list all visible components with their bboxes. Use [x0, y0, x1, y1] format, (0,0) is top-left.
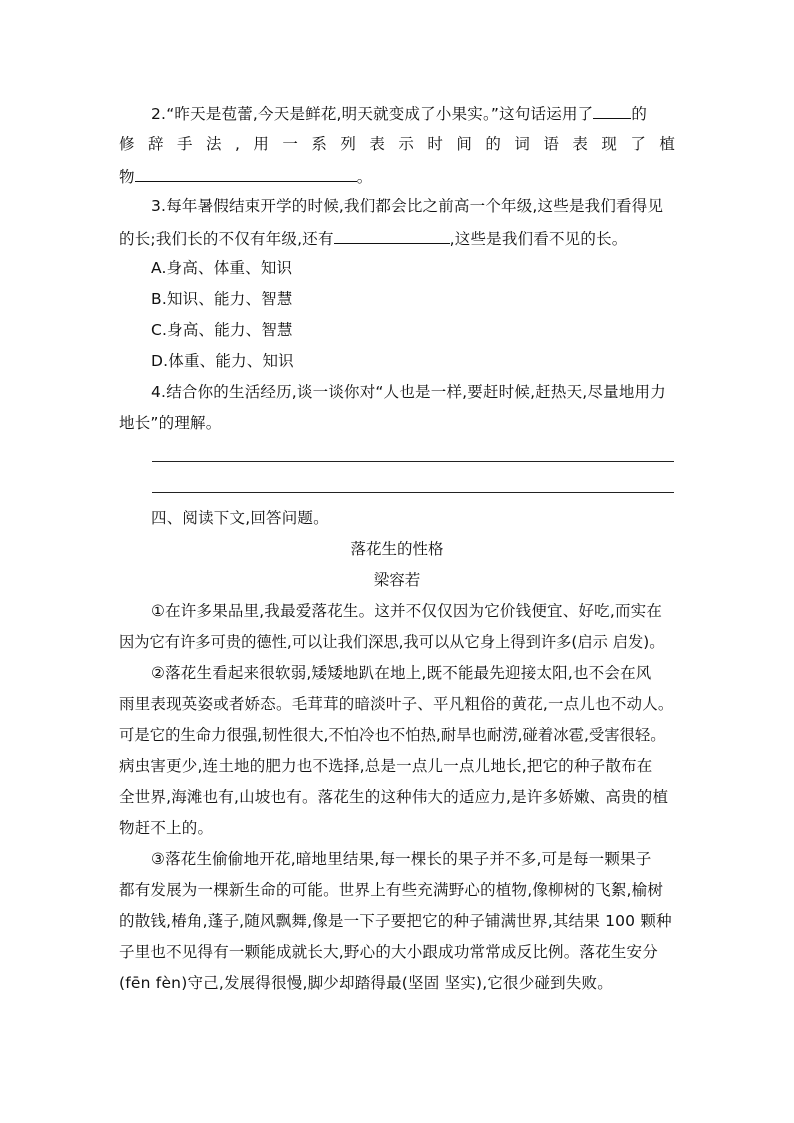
q2-char: 表 [572, 135, 588, 153]
q3-text-start: 的长;我们长的不仅有年级,还有 [119, 230, 334, 248]
passage-author: 梁容若 [373, 571, 421, 589]
q2-char: 用 [253, 135, 269, 153]
paragraph-3-line: 子里也不见得有一颗能成就长大,野心的大小跟成功常常成反比例。落花生安分 [119, 943, 658, 961]
paragraph-2-line: 可是它的生命力很强,韧性很大,不怕冷也不怕热,耐旱也耐涝,碰着冰雹,受害很轻。 [119, 726, 666, 744]
q3-option-a[interactable]: A.身高、体重、知识 [151, 259, 293, 277]
q2-char: 辞 [148, 135, 164, 153]
q2-char: 现 [601, 135, 617, 153]
paragraph-3-line: 的散钱,椿角,蓬子,随风飘舞,像是一下子要把它的种子铺满世界,其结果 100 颗种 [119, 912, 672, 930]
q3-text-end: ,这些是我们看不见的长。 [449, 230, 628, 248]
q2-line-2 [119, 134, 675, 154]
q2-char: 语 [543, 135, 559, 153]
q2-char: 示 [398, 135, 414, 153]
q2-char: , [235, 135, 240, 153]
paragraph-3-line: (fēn fèn)守己,发展得很慢,脚少却踏得最(坚固 坚实),它很少碰到失败。 [119, 974, 613, 992]
q2-blank-2[interactable] [135, 165, 357, 182]
q2-text-start: 2.“昨天是苞蕾,今天是鲜花,明天就变成了小果实。”这句话运用了 [151, 105, 594, 123]
q4-answer-line-2[interactable] [152, 492, 674, 493]
q2-line-1 [151, 102, 647, 124]
q4-answer-line-1[interactable] [152, 461, 674, 462]
q2-char: 修 [119, 135, 135, 153]
q3-line-1: 3.每年暑假结束开学的时候,我们都会比之前高一个年级,这些是我们看得见 [151, 197, 664, 215]
q2-char: 时 [427, 135, 443, 153]
paragraph-2-line: 雨里表现英姿或者娇态。毛茸茸的暗淡叶子、平凡粗俗的黄花,一点儿也不动人。 [119, 695, 674, 713]
q3-option-d[interactable]: D.体重、能力、知识 [151, 352, 294, 370]
q2-char: 间 [456, 135, 472, 153]
paragraph-3-line: ③落花生偷偷地开花,暗地里结果,每一棵长的果子并不多,可是每一颗果子 [151, 850, 652, 868]
q3-blank[interactable] [334, 227, 450, 244]
paragraph-2-line: 病虫害更少,连土地的肥力也不选择,总是一点儿一点儿地长,把它的种子散布在 [119, 757, 653, 775]
q2-blank-1[interactable] [593, 102, 631, 119]
q3-option-b[interactable]: B.知识、能力、智慧 [151, 290, 293, 308]
paragraph-2-line: ②落花生看起来很软弱,矮矮地趴在地上,既不能最先迎接太阳,也不会在风 [151, 664, 652, 682]
q2-char: 词 [514, 135, 530, 153]
q2-char: 系 [311, 135, 327, 153]
q4-line-2: 地长”的理解。 [119, 414, 222, 432]
q2-char: 法 [206, 135, 222, 153]
q2-text-end: 的 [631, 105, 648, 123]
section-heading: 四、阅读下文,回答问题。 [151, 509, 329, 527]
passage-title: 落花生的性格 [350, 540, 444, 558]
q2-char: 手 [177, 135, 193, 153]
paragraph-2-line: 物赶不上的。 [119, 819, 214, 837]
paragraph-3-line: 都有发展为一棵新生命的可能。世界上有些充满野心的植物,像柳树的飞絮,榆树 [119, 881, 664, 899]
q2-char: 的 [485, 135, 501, 153]
q4-line-1: 4.结合你的生活经历,谈一谈你对“人也是一样,要赶时候,赶热天,尽量地用力 [151, 383, 666, 401]
q2-line-3 [119, 165, 372, 187]
q2-char: 列 [340, 135, 356, 153]
q3-line-2 [119, 227, 627, 249]
q2-char: 一 [282, 135, 298, 153]
q2-char: 植 [659, 135, 675, 153]
q2-char: 了 [630, 135, 646, 153]
q2-text-start: 物 [119, 168, 135, 186]
paragraph-2-line: 全世界,海滩也有,山坡也有。落花生的这种伟大的适应力,是许多娇嫩、高贵的植 [119, 788, 669, 806]
q3-option-c[interactable]: C.身高、能力、智慧 [151, 321, 293, 339]
paragraph-1-line: 因为它有许多可贵的德性,可以让我们深思,我可以从它身上得到许多(启示 启发)。 [119, 633, 665, 651]
q2-text-end: 。 [356, 168, 373, 186]
paragraph-1-line: ①在许多果品里,我最爱落花生。这并不仅仅因为它价钱便宜、好吃,而实在 [151, 602, 663, 620]
q2-char: 表 [369, 135, 385, 153]
